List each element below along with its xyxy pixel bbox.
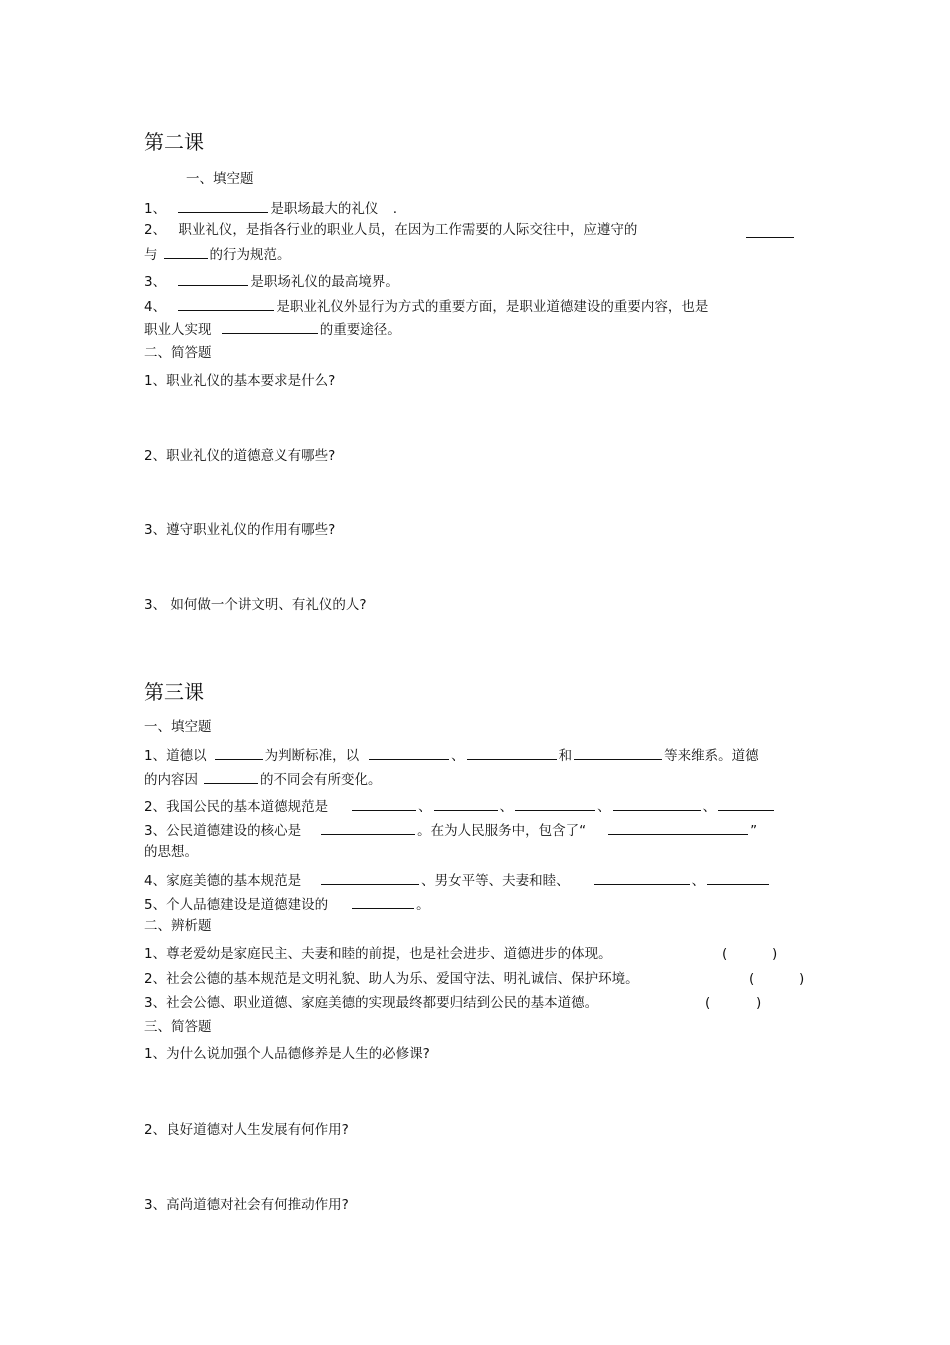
fill-blank[interactable] — [594, 870, 690, 885]
fill-blank[interactable] — [222, 319, 318, 334]
fill-blank[interactable] — [718, 796, 774, 811]
lesson3-section-fill: 一、填空题 — [144, 719, 212, 735]
lesson3-title: 第三课 — [144, 680, 204, 704]
q-text: 4、家庭美德的基本规范是 — [144, 873, 302, 889]
lesson3-judge-q3: 3、社会公德、职业道德、家庭美德的实现最终都要归结到公民的基本道德。 — [144, 995, 599, 1011]
lesson2-short-q1: 1、职业礼仪的基本要求是什么? — [144, 373, 336, 389]
q-number: 4、 — [144, 299, 167, 315]
fill-blank[interactable] — [369, 745, 449, 760]
q-text: 。在为人民服务中，包含了“ — [417, 823, 587, 839]
lesson2-q3 — [144, 271, 399, 291]
separator: 、 — [691, 873, 706, 889]
q-text: 是职场最大的礼仪 — [270, 201, 379, 217]
fill-blank[interactable] — [164, 244, 208, 259]
answer-paren-open: ( — [749, 971, 755, 987]
lesson2-q4-line1 — [144, 296, 708, 316]
q-text: . — [392, 201, 397, 217]
fill-blank[interactable] — [352, 894, 414, 909]
q-text: 的行为规范。 — [209, 247, 291, 263]
q-text: 3、公民道德建设的核心是 — [144, 823, 302, 839]
q-text: 为判断标准，以 — [264, 748, 360, 764]
lesson2-short-q2: 2、职业礼仪的道德意义有哪些? — [144, 448, 336, 464]
lesson3-q2 — [144, 796, 776, 816]
lesson3-short-q1: 1、为什么说加强个人品德修养是人生的必修课? — [144, 1046, 430, 1062]
answer-paren-close: ) — [756, 995, 762, 1011]
q-text: 。 — [416, 897, 430, 913]
answer-paren-close: ) — [772, 946, 778, 962]
lesson2-q4-line2 — [144, 319, 401, 339]
fill-blank[interactable] — [515, 796, 595, 811]
answer-paren-open: ( — [705, 995, 711, 1011]
fill-blank[interactable] — [574, 745, 662, 760]
fill-blank[interactable] — [321, 870, 419, 885]
lesson2-section-fill: 一、填空题 — [186, 171, 254, 187]
q-text: 1、道德以 — [144, 748, 207, 764]
q-text: 职业礼仪，是指各行业的职业人员，在因为工作需要的人际交往中，应遵守的 — [178, 222, 638, 238]
lesson3-judge-q2: 2、社会公德的基本规范是文明礼貌、助人为乐、爱国守法、明礼诚信、保护环境。 — [144, 971, 639, 987]
q-text: 的不同会有所变化。 — [260, 772, 382, 788]
fill-blank[interactable] — [215, 745, 263, 760]
lesson2-short-q3: 3、遵守职业礼仪的作用有哪些? — [144, 522, 336, 538]
lesson3-short-q2: 2、良好道德对人生发展有何作用? — [144, 1122, 349, 1138]
lesson3-section-short: 三、简答题 — [144, 1019, 212, 1035]
lesson2-q2-line1 — [144, 221, 637, 239]
lesson2-short-q4: 3、 如何做一个讲文明、有礼仪的人? — [144, 597, 367, 613]
lesson3-q1-line1 — [144, 745, 759, 765]
q-number: 3、 — [144, 274, 167, 290]
lesson3-q4 — [144, 870, 771, 890]
fill-blank[interactable] — [608, 820, 748, 835]
separator: 、 — [597, 799, 611, 815]
fill-blank[interactable] — [204, 769, 258, 784]
lesson3-q3-line2: 的思想。 — [144, 844, 198, 860]
fill-blank[interactable] — [352, 796, 416, 811]
separator: 、 — [499, 799, 514, 815]
lesson2-title: 第二课 — [144, 130, 204, 154]
lesson3-section-judge: 二、辨析题 — [144, 918, 212, 934]
q-text: 、男女平等、夫妻和睦、 — [421, 873, 570, 889]
lesson3-q1-line2 — [144, 769, 382, 789]
q-number: 2、 — [144, 222, 167, 238]
q-text: 等来维系。道德 — [664, 748, 759, 764]
fill-blank[interactable] — [178, 271, 248, 286]
q-text: 2、我国公民的基本道德规范是 — [144, 799, 329, 815]
fill-blank[interactable] — [178, 296, 274, 311]
separator: 、 — [418, 799, 432, 815]
q-text: 的内容因 — [144, 772, 198, 788]
fill-blank[interactable] — [467, 745, 557, 760]
fill-blank[interactable] — [321, 820, 415, 835]
q-text: ” — [750, 823, 758, 839]
q-text: 职业人实现 — [144, 322, 212, 338]
q-text: 是职业礼仪外显行为方式的重要方面，是职业道德建设的重要内容，也是 — [276, 299, 709, 315]
lesson2-q2-line2 — [144, 244, 291, 264]
q-text: 、 — [451, 748, 465, 764]
q-text: 与 — [144, 247, 158, 263]
q-text: 5、个人品德建设是道德建设的 — [144, 897, 329, 913]
fill-blank[interactable] — [613, 796, 701, 811]
answer-paren-open: ( — [722, 946, 728, 962]
fill-blank[interactable] — [746, 223, 794, 238]
lesson2-q1 — [144, 198, 397, 218]
lesson2-section-short: 二、简答题 — [144, 345, 212, 361]
q-text: 和 — [558, 748, 573, 764]
lesson3-q3-line1 — [144, 820, 757, 840]
lesson3-q5 — [144, 894, 430, 914]
answer-paren-close: ) — [799, 971, 805, 987]
lesson3-judge-q1: 1、尊老爱幼是家庭民主、夫妻和睦的前提，也是社会进步、道德进步的体现。 — [144, 946, 612, 962]
q-number: 1、 — [144, 201, 167, 217]
separator: 、 — [702, 799, 717, 815]
fill-blank[interactable] — [434, 796, 498, 811]
q-text: 是职场礼仪的最高境界。 — [250, 274, 399, 290]
q-text: 的重要途径。 — [319, 322, 401, 338]
lesson3-short-q3: 3、高尚道德对社会有何推动作用? — [144, 1197, 349, 1213]
fill-blank[interactable] — [707, 870, 769, 885]
fill-blank[interactable] — [178, 198, 268, 213]
